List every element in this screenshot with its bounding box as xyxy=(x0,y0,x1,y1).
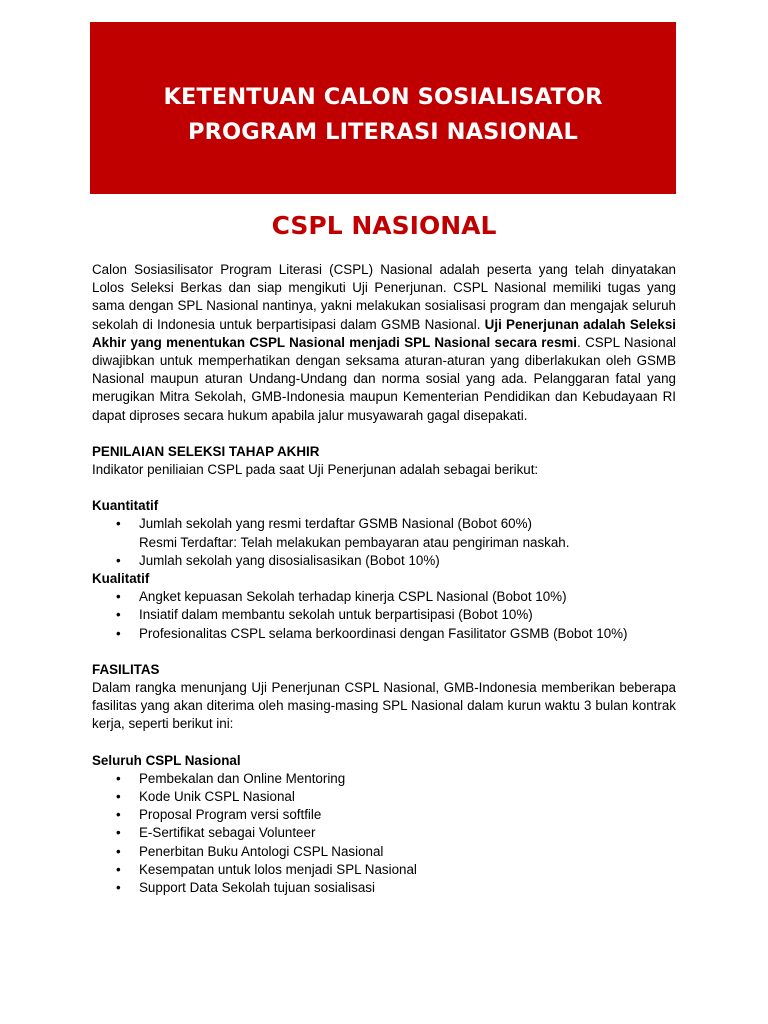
list-item-text: Support Data Sekolah tujuan sosialisasi xyxy=(139,880,375,896)
bullet-icon: • xyxy=(116,589,121,605)
list-item xyxy=(92,625,676,643)
bullet-icon: • xyxy=(116,825,121,841)
kualitatif-list xyxy=(92,588,676,643)
kualitatif-heading: Kualitatif xyxy=(92,571,150,587)
list-item-text: Jumlah sekolah yang disosialisasikan (Bobot 10%) xyxy=(139,552,440,568)
fasilitas-text: Dalam rangka menunjang Uji Penerjunan CSPL Nasional, GMB-Indonesia memberikan beberapa fasilitas yang akan diterima oleh masing-masing SPL Nasional dalam kurun waktu 3 bulan kontrak kerja, seperti berikut ini: xyxy=(92,680,676,732)
list-item-text: Angket kepuasan Sekolah terhadap kinerja CSPL Nasional (Bobot 10%) xyxy=(139,589,567,605)
document-body xyxy=(92,261,676,897)
penilaian-heading: PENILAIAN SELEKSI TAHAP AKHIR xyxy=(92,443,320,459)
list-item-text: Jumlah sekolah yang resmi terdaftar GSMB Nasional (Bobot 60%) xyxy=(139,516,532,532)
list-item-text: Proposal Program versi softfile xyxy=(139,807,322,823)
list-item xyxy=(92,552,676,570)
list-item xyxy=(92,788,676,806)
list-item-note: Resmi Terdaftar: Telah melakukan pembayaran atau pengiriman naskah. xyxy=(139,534,570,550)
kuantitatif-list xyxy=(92,515,676,570)
seluruh-cspl-list xyxy=(92,770,676,897)
list-item xyxy=(92,861,676,879)
list-item-text: Kode Unik CSPL Nasional xyxy=(139,789,295,805)
intro-text-2: . CSPL Nasional diwajibkan untuk memperhatikan dengan seksama aturan-aturan yang diberlakukan oleh GSMB Nasional maupun aturan Undang-Undang dan norma sosial yang ada. Pelanggaran fatal yang merugikan Mitra Sekolah, GMB-Indonesia maupun Kementerian Pendidikan dan Kebudayaan RI dapat diproses secara hukum apabila jalur musyawarah gagal disepakati. xyxy=(92,334,677,423)
bullet-icon: • xyxy=(116,607,121,623)
seluruh-cspl-heading: Seluruh CSPL Nasional xyxy=(92,752,241,768)
list-item-text: Kesempatan untuk lolos menjadi SPL Nasional xyxy=(139,861,417,877)
bullet-icon: • xyxy=(116,789,121,805)
intro-paragraph xyxy=(92,261,676,425)
list-item-text: Pembekalan dan Online Mentoring xyxy=(139,770,346,786)
list-item xyxy=(92,806,676,824)
page-subtitle: CSPL NASIONAL xyxy=(271,211,497,240)
banner-title-line-1: KETENTUAN CALON SOSIALISATOR xyxy=(163,84,603,110)
banner-title-line-2: PROGRAM LITERASI NASIONAL xyxy=(188,119,578,145)
list-item-text: Insiatif dalam membantu sekolah untuk berpartisipasi (Bobot 10%) xyxy=(139,607,533,623)
intro-text-1: Calon Sosiasilisator Program Literasi (CSPL) Nasional adalah peserta yang telah dinyatakan Lolos Seleksi Berkas dan siap mengikuti Uji Penerjunan. CSPL Nasional memiliki tugas yang sama dengan SPL Nasional nantinya, yakni melakukan sosialisasi program dan mengajak seluruh sekolah di Indonesia untuk berpartisipasi dalam GSMB Nasional. xyxy=(92,262,676,332)
bullet-icon: • xyxy=(116,807,121,823)
list-item xyxy=(92,879,676,897)
intro-bold-statement: Uji Penerjunan adalah Seleksi Akhir yang menentukan CSPL Nasional menjadi SPL Nasional secara resmi xyxy=(92,316,676,350)
list-item xyxy=(92,606,676,624)
list-item-text: E-Sertifikat sebagai Volunteer xyxy=(139,825,316,841)
bullet-icon: • xyxy=(116,552,121,568)
fasilitas-heading: FASILITAS xyxy=(92,661,160,677)
list-item xyxy=(92,515,676,551)
penilaian-text: Indikator peniliaian CSPL pada saat Uji Penerjunan adalah sebagai berikut: xyxy=(92,462,539,478)
bullet-icon: • xyxy=(116,625,121,641)
list-item-text: Profesionalitas CSPL selama berkoordinasi dengan Fasilitator GSMB (Bobot 10%) xyxy=(139,625,628,641)
list-item xyxy=(92,770,676,788)
list-item-text: Penerbitan Buku Antologi CSPL Nasional xyxy=(139,843,384,859)
list-item xyxy=(92,588,676,606)
title-banner xyxy=(90,22,676,194)
bullet-icon: • xyxy=(116,880,121,896)
bullet-icon: • xyxy=(116,861,121,877)
kuantitatif-heading: Kuantitatif xyxy=(92,498,159,514)
list-item xyxy=(92,843,676,861)
list-item xyxy=(92,824,676,842)
bullet-icon: • xyxy=(116,770,121,786)
bullet-icon: • xyxy=(116,843,121,859)
bullet-icon: • xyxy=(116,516,121,532)
